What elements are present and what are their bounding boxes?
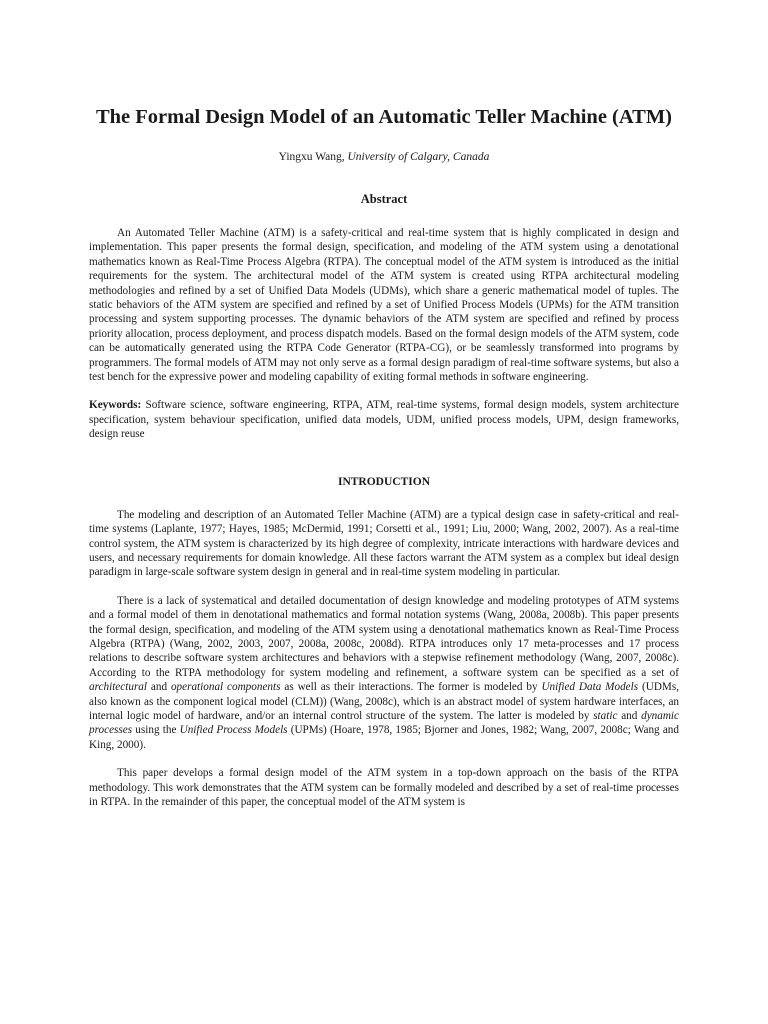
abstract-body: An Automated Teller Machine (ATM) is a safety-critical and real-time system that is highly complicated in design and implementation. This paper presents the formal design, specification, and modeling of the ATM system using a denotational mathematics known as Real-Time Process Algebra (RTPA). The conceptual model of the ATM system is introduced as the initial requirements for the system. The architectural model of the ATM system is created using RTPA architectural modeling methodologies and refined by a set of Unified Data Models (UDMs), which share a generic mathematical model of tuples. The static behaviors of the ATM system are specified and refined by a set of Unified Process Models (UPMs) for the ATM transition processing and system supporting processes. The dynamic behaviors of the ATM system are specified and refined by process priority allocation, process deployment, and process dispatch models. Based on the formal design models of the ATM system, code can be automatically generated using the RTPA Code Generator (RTPA-CG), or be seamlessly transformed into programs by programmers. The formal models of ATM may not only serve as a formal design paradigm of real-time software systems, but also a test bench for the expressive power and modeling capability of exiting formal methods in software engineering. [89,227,679,384]
intro-p2-italic-dynamic: dynamic processes [89,709,680,737]
keywords-label: Keywords: [89,399,142,412]
intro-p2-text-4: (UDMs, also known as the component logical model (CLM)) (Wang, 2008c), which is an abstract model of system hardware interfaces, an internal logic model of hardware, and/or an internal control structure of the system. The latter is modeled by [89,681,679,722]
intro-paragraph-2 [89,594,679,752]
introduction-heading: INTRODUCTION [337,475,430,488]
keywords-text: Software science, software engineering, RTPA, ATM, real-time systems, formal design models, system architecture specification, system behaviour specification, unified data models, UDM, unified process models, UPM, design frameworks, design reuse [89,399,679,441]
paper-title: The Formal Design Model of an Automatic Teller Machine (ATM) [95,106,673,128]
intro-p2-text-1: There is a lack of systematical and detailed documentation of design knowledge and modeling prototypes of ATM systems and a formal model of them in denotational mathematics and formal notation systems (Wang, 2008a, 2008b). This paper presents the formal design, specification, and modeling of the ATM system using a denotational mathematics known as Real-Time Process Algebra (RTPA) (Wang, 2002, 2003, 2007, 2008a, 2008c, 2008d). RTPA introduces only 17 meta-processes and 17 process relations to describe software system architectures and behaviors with a stepwise refinement methodology (Wang, 2007, 2008c). According to the RTPA methodology for system modeling and refinement, a software system can be specified as a set of [89,594,679,679]
intro-p2-italic-architectural: architectural [89,681,147,694]
intro-paragraph-1: The modeling and description of an Automated Teller Machine (ATM) are a typical design case in safety-critical and real-time systems (Laplante, 1977; Hayes, 1985; McDermid, 1991; Corsetti et al., 1991; Liu, 2000; Wang, 2002, 2007). As a real-time control system, the ATM system is characterized by its high degree of complexity, intricate interactions with hardware devices and users, and necessary requirements for domain knowledge. All these factors warrant the ATM system as a complex but ideal design paradigm in large-scale software system design in general and in real-time system modeling in particular. [89,508,679,579]
intro-p2-text-2: and [147,681,171,694]
intro-p2-italic-operational: operational components [170,681,281,694]
intro-p2-text-3: as well as their interactions. The former is modeled by [280,681,542,694]
intro-p2-text-7: (UPMs) (Hoare, 1978, 1985; Bjorner and Jones, 1982; Wang, 2007, 2008c; Wang and King, 2000). [89,724,679,751]
intro-p2-text-5: and [617,709,642,722]
author-affiliation: University of Calgary, Canada [347,151,490,163]
abstract-heading: Abstract [360,192,408,206]
author-line [89,150,679,164]
intro-p2-text-6: using the [132,724,180,737]
intro-p2-italic-udm: Unified Data Models [541,681,639,694]
intro-paragraph-3: This paper develops a formal design model of the ATM system in a top-down approach on the basis of the RTPA methodology. This work demonstrates that the ATM system can be formally modeled and described by a set of real-time processes in RTPA. In the remainder of this paper, the conceptual model of the ATM system is [89,767,679,808]
intro-p2-italic-static: static [593,709,618,722]
author-name: Yingxu Wang, [278,151,345,163]
keywords-paragraph [89,398,679,441]
intro-p2-italic-upm: Unified Process Models [179,724,288,737]
